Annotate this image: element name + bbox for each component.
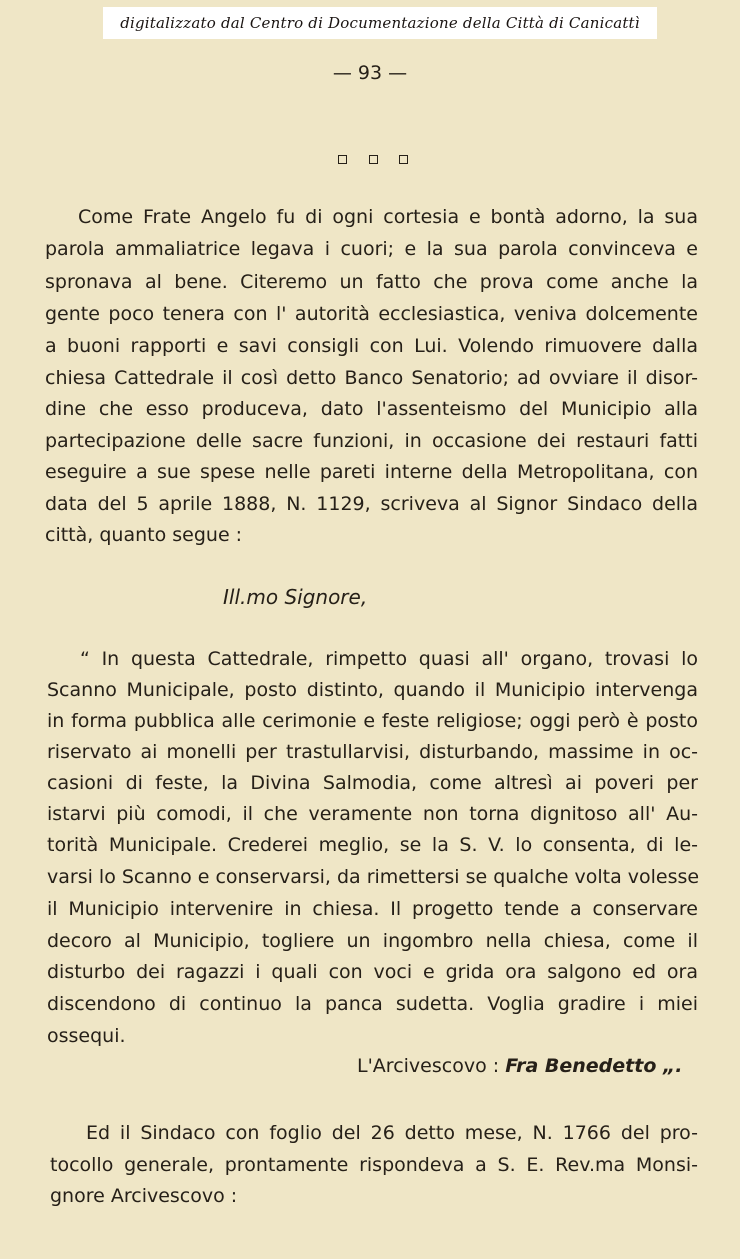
text-line: partecipazione delle sacre funzioni, in occasione dei restauri fatti — [45, 430, 698, 452]
text-line: disturbo dei ragazzi i quali con voci e grida ora salgono ed ora — [47, 961, 698, 983]
text-line: il Municipio intervenire in chiesa. Il progetto tende a conservare — [47, 898, 698, 920]
text-line: Scanno Municipale, posto distinto, quando il Municipio intervenga — [47, 679, 698, 701]
text-line: città, quanto segue : — [45, 524, 243, 546]
text-line: decoro al Municipio, togliere un ingombro nella chiesa, come il — [47, 930, 698, 952]
text-line: casioni di feste, la Divina Salmodia, come altresì ai poveri per — [47, 772, 698, 794]
text-line: gnore Arcivescovo : — [50, 1185, 238, 1207]
letter-salutation: Ill.mo Signore, — [223, 585, 368, 609]
text-line: tocollo generale, prontamente rispondeva a S. E. Rev.ma Monsi- — [50, 1154, 698, 1176]
section-divider — [338, 152, 408, 166]
divider-square-icon — [369, 155, 378, 164]
letter-signature — [357, 1051, 682, 1081]
text-line: “ In questa Cattedrale, rimpetto quasi all' organo, trovasi lo — [80, 648, 698, 670]
text-line: torità Municipale. Crederei meglio, se la S. V. lo consenta, di le- — [47, 834, 698, 856]
page-number: — 93 — — [332, 62, 408, 84]
signature-name: Fra Benedetto „. — [505, 1055, 683, 1077]
text-line: dine che esso produceva, dato l'assenteismo del Municipio alla — [45, 398, 698, 420]
text-line: eseguire a sue spese nelle pareti interne della Metropolitana, con — [45, 461, 698, 483]
divider-square-icon — [399, 155, 408, 164]
text-line: Come Frate Angelo fu di ogni cortesia e bontà adorno, la sua — [78, 206, 698, 228]
text-line: ossequi. — [47, 1025, 126, 1047]
signature-label: L'Arcivescovo : — [357, 1055, 500, 1077]
text-line: riservato ai monelli per trastullarvisi, disturbando, massime in oc- — [47, 741, 698, 763]
text-line: a buoni rapporti e savi consigli con Lui. Volendo rimuovere dalla — [45, 335, 698, 357]
text-line: istarvi più comodi, il che veramente non torna dignitoso all' Au- — [47, 803, 698, 825]
text-line: Ed il Sindaco con foglio del 26 detto mese, N. 1766 del pro- — [86, 1122, 698, 1144]
text-line: spronava al bene. Citeremo un fatto che prova come anche la — [45, 271, 698, 293]
text-line: data del 5 aprile 1888, N. 1129, scriveva al Signor Sindaco della — [45, 493, 698, 515]
watermark-banner: digitalizzato dal Centro di Documentazione della Città di Canicattì — [103, 7, 657, 39]
text-line: in forma pubblica alle cerimonie e feste religiose; oggi però è posto — [47, 710, 698, 732]
text-line: parola ammaliatrice legava i cuori; e la sua parola convinceva e — [45, 238, 698, 260]
text-line: gente poco tenera con l' autorità ecclesiastica, veniva dolcemente — [45, 303, 698, 325]
text-line: chiesa Cattedrale il così detto Banco Senatorio; ad ovviare il disor- — [45, 367, 698, 389]
text-line: varsi lo Scanno e conservarsi, da rimettersi se qualche volta volesse — [47, 866, 700, 888]
text-line: discendono di continuo la panca sudetta. Voglia gradire i miei — [47, 993, 698, 1015]
divider-square-icon — [338, 155, 347, 164]
